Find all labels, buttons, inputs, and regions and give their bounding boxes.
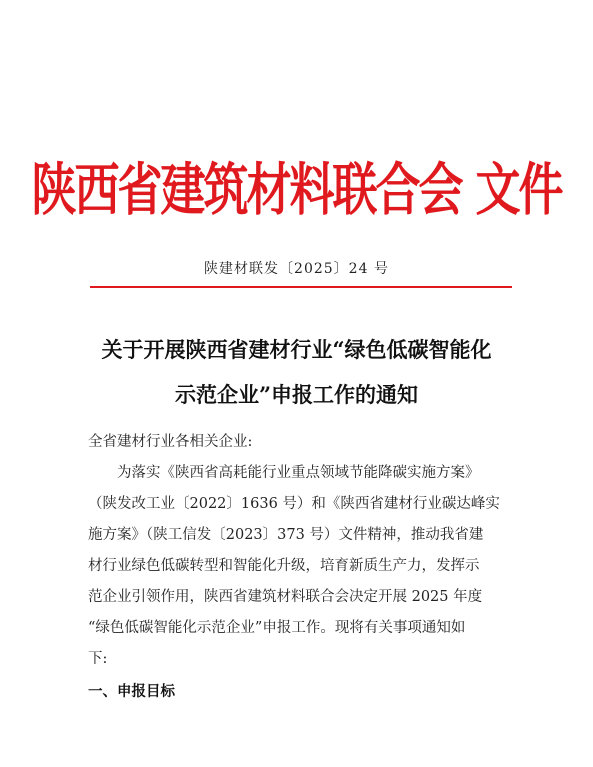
salutation: 全省建材行业各相关企业: [88,434,253,450]
document-number: 陕建材联发〔2025〕24 号 [204,261,389,277]
notice-title-line-1: 关于开展陕西省建材行业“绿色低碳智能化 [101,337,492,362]
notice-title-line-2: 示范企业”申报工作的通知 [174,382,419,407]
body-line: 为落实《陕西省高耗能行业重点领域节能降碳实施方案》 [88,465,480,481]
masthead-organization-name: 陕西省建筑材料联合会 [31,156,462,223]
body-line: 范企业引领作用，陕西省建筑材料联合会决定开展 2025 年度 [88,589,483,605]
red-separator-line [90,286,512,288]
body-line: 施方案》（陕工信发〔2023〕373 号）文件精神，推动我省建 [88,527,484,543]
masthead-suffix: 文件 [475,156,562,223]
body-line: 材行业绿色低碳转型和智能化升级，培育新质生产力，发挥示 [88,558,480,574]
section-heading-1: 一、申报目标 [88,684,175,700]
body-line: 下: [88,651,108,667]
masthead-title [0,150,593,230]
body-line: “绿色低碳智能化示范企业”申报工作。现将有关事项通知如 [88,620,466,636]
body-line: （陕发改工业〔2022〕1636 号）和《陕西省建材行业碳达峰实 [88,496,500,512]
